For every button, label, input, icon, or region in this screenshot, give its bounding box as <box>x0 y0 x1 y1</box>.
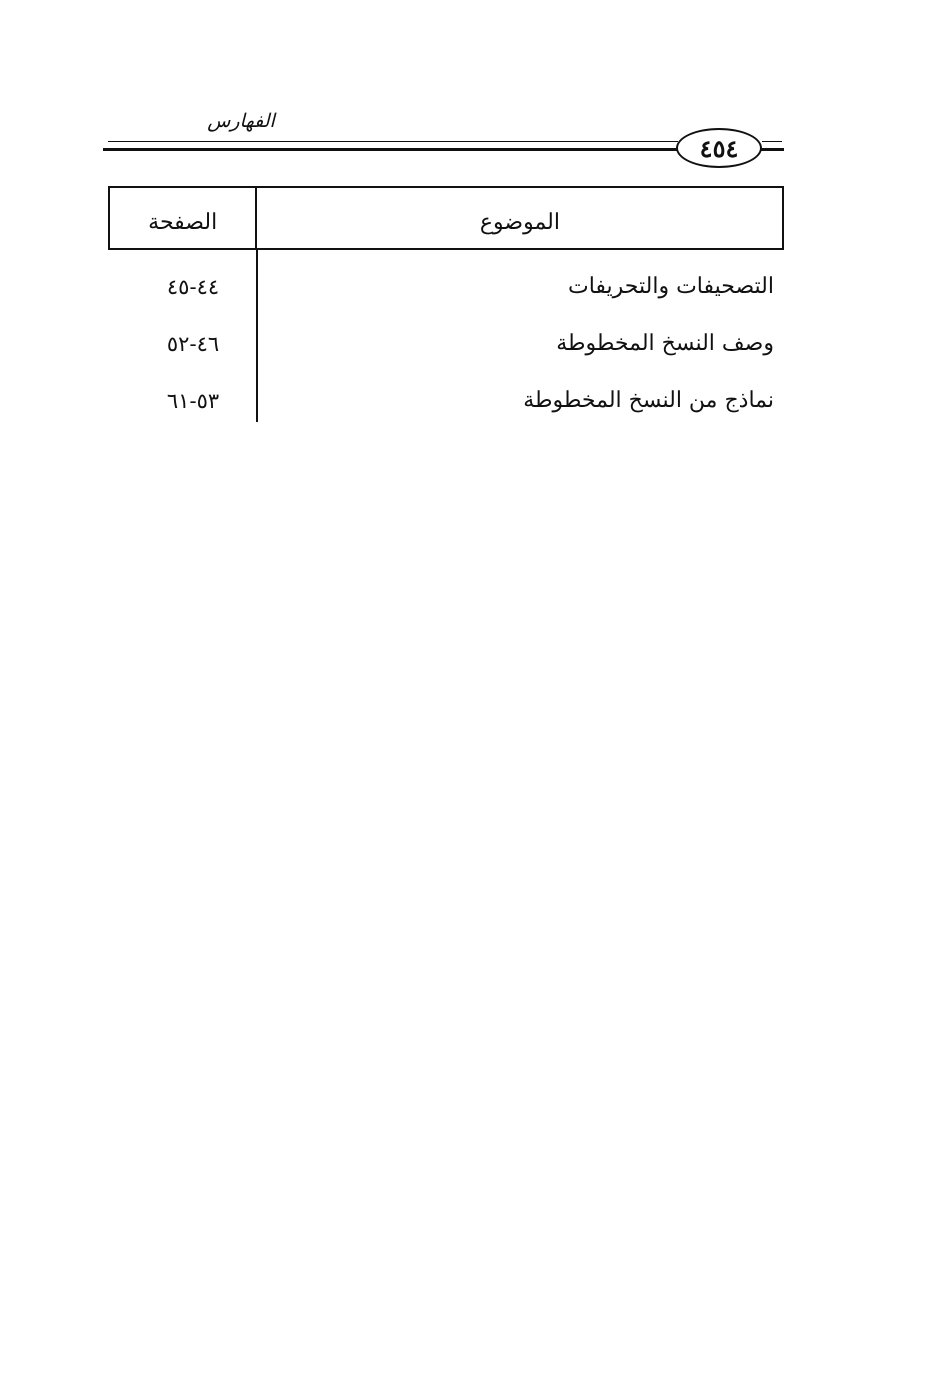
header-rule-right-thin <box>762 141 782 142</box>
table-row-page: ٤٦-٥٢ <box>166 331 220 356</box>
page-number-badge: ٤٥٤ <box>676 128 762 168</box>
running-title: الفهارس <box>207 110 275 132</box>
table-row-page: ٥٣-٦١ <box>166 388 220 413</box>
contents-table <box>108 186 784 429</box>
table-row-page: ٤٤-٤٥ <box>166 274 220 299</box>
table-body <box>108 250 784 429</box>
table-row-topic: التصحيفات والتحريفات <box>568 274 774 299</box>
table-row-topic: نماذج من النسخ المخطوطة <box>523 388 774 413</box>
header-rule-thick <box>103 148 683 151</box>
column-header-topic: الموضوع <box>255 188 782 248</box>
topic-column <box>256 250 784 422</box>
page-column <box>110 250 256 429</box>
column-header-page: الصفحة <box>148 209 218 235</box>
header-rule-thin <box>108 141 678 142</box>
table-header <box>108 186 784 250</box>
table-row-topic: وصف النسخ المخطوطة <box>556 331 774 356</box>
